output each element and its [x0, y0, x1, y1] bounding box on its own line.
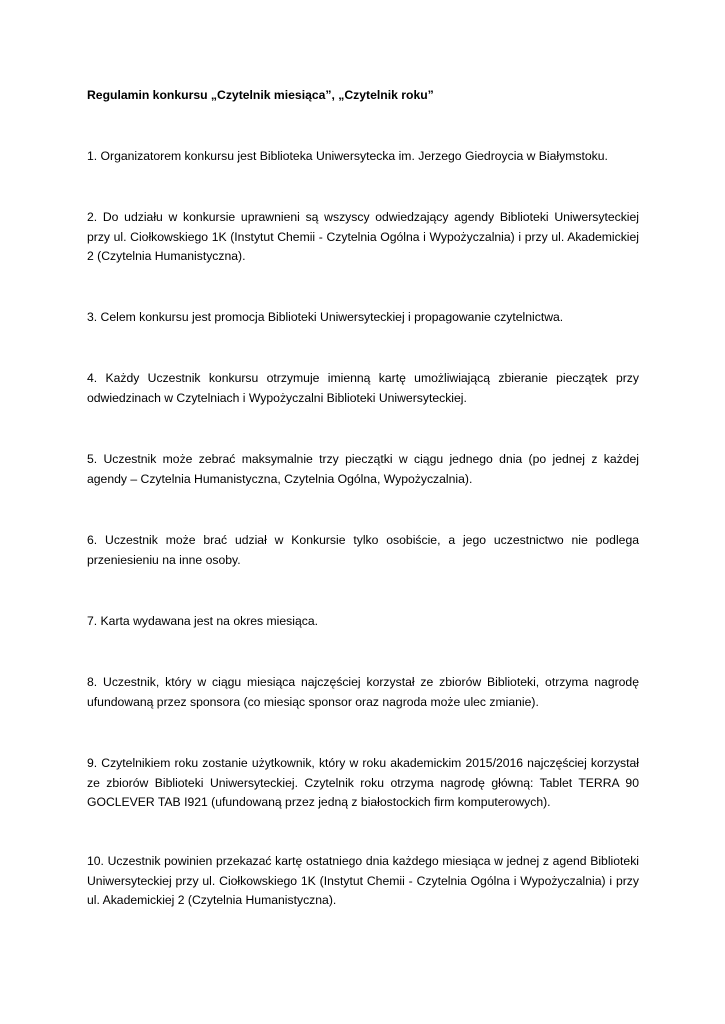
rule-paragraph-3: 3. Celem konkursu jest promocja Biblioteki Uniwersyteckiej i propagowanie czytelnictwa. — [87, 310, 564, 324]
rule-paragraph-5: 5. Uczestnik może zebrać maksymalnie trzy pieczątki w ciągu jednego dnia (po jednej z każdej agendy – Czytelnia Humanistyczna, Czytelnia Ogólna, Wypożyczalnia). — [87, 452, 639, 486]
rule-paragraph-8: 8. Uczestnik, który w ciągu miesiąca najczęściej korzystał ze zbiorów Biblioteki, otrzyma nagrodę ufundowaną przez sponsora (co miesiąc sponsor oraz nagroda może ulec zmianie). — [87, 675, 639, 709]
rule-paragraph-10: 10. Uczestnik powinien przekazać kartę ostatniego dnia każdego miesiąca w jednej z agend Biblioteki Uniwersyteckiej przy ul. Ciołkowskiego 1K (Instytut Chemii - Czytelnia Ogólna i Wypożyczalnia) i przy ul. Akademickiej 2 (Czytelnia Humanistyczna). — [87, 854, 639, 907]
rule-paragraph-9: 9. Czytelnikiem roku zostanie użytkownik, który w roku akademickim 2015/2016 najczęściej korzystał ze zbiorów Biblioteki Uniwersyteckiej. Czytelnik roku otrzyma nagrodę główną: Tablet TERRA 90 GOCLEVER TAB I921 (ufundowaną przez jedną z białostockich firm komputerowych). — [87, 756, 639, 809]
rule-paragraph-6: 6. Uczestnik może brać udział w Konkursie tylko osobiście, a jego uczestnictwo nie podlega przeniesieniu na inne osoby. — [87, 533, 639, 567]
rule-paragraph-1: 1. Organizatorem konkursu jest Biblioteka Uniwersytecka im. Jerzego Giedroycia w Białymstoku. — [87, 149, 608, 163]
document-title: Regulamin konkursu „Czytelnik miesiąca”, „Czytelnik roku” — [87, 88, 434, 102]
rule-paragraph-4: 4. Każdy Uczestnik konkursu otrzymuje imienną kartę umożliwiającą zbieranie pieczątek przy odwiedzinach w Czytelniach i Wypożyczalni Biblioteki Uniwersyteckiej. — [87, 371, 639, 405]
rule-paragraph-2: 2. Do udziału w konkursie uprawnieni są wszyscy odwiedzający agendy Biblioteki Uniwersyteckiej przy ul. Ciołkowskiego 1K (Instytut Chemii - Czytelnia Ogólna i Wypożyczalnia) i przy ul. Akademickiej 2 (Czytelnia Humanistyczna). — [87, 210, 639, 263]
rule-paragraph-7: 7. Karta wydawana jest na okres miesiąca. — [87, 614, 318, 628]
